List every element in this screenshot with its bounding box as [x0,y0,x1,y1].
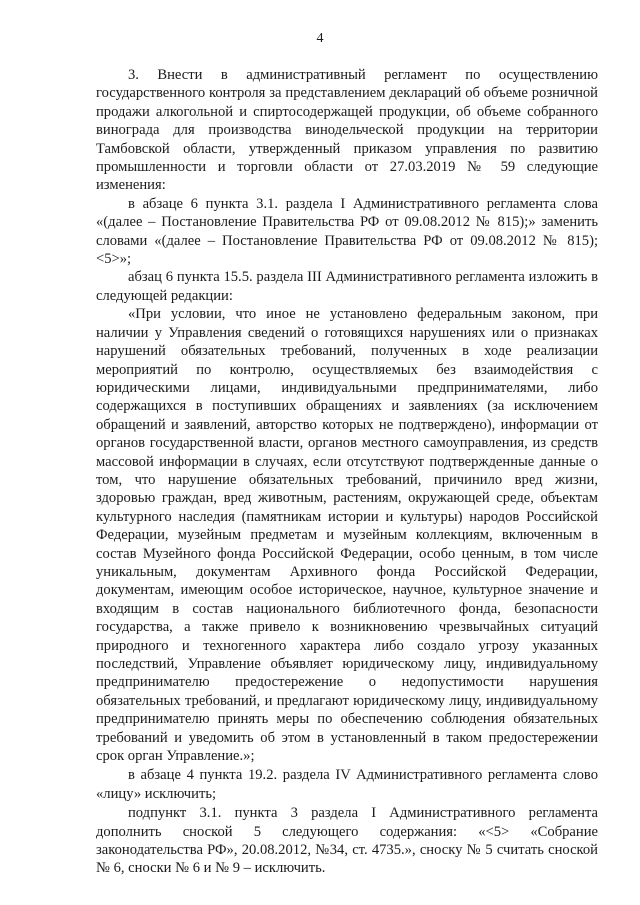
paragraph-new-wording: «При условии, что иное не установлено федеральным законом, при наличии у Управления сведений о готовящихся нарушениях или о признаках нарушений обязательных требований, полученных в ходе реализации мероприятий по контролю, осуществляемых без взаимодействия с юридическими лицами, индивидуальными предпринимателями, либо содержащихся в поступивших обращениях и заявлениях (за исключением обращений и заявлений, авторство которых не подтверждено), информации от органов государственной власти, органов местного самоуправления, из средств массовой информации в случаях, если отсутствуют подтвержденные данные о том, что нарушение обязательных требований, причинило вред жизни, здоровью граждан, вред животным, растениям, окружающей среде, объектам культурного наследия (памятникам истории и культуры) народов Российской Федерации, музейным предметам и музейным коллекциям, включенным в состав Музейного фонда Российской Федерации, особо ценным, в том числе уникальным, документам Архивного фонда Российской Федерации, документам, имеющим особое историческое, научное, культурное значение и входящим в состав национального библиотечного фонда, безопасности государства, а также привело к возникновению чрезвычайных ситуаций природного и техногенного характера либо создало угрозу указанных последствий, Управление объявляет юридическому лицу, индивидуальному предпринимателю предостережение о недопустимости нарушения обязательных требований, и предлагают юридическому лицу, индивидуальному предпринимателю принять меры по обеспечению соблюдения обязательных требований и уведомить об этом в установленный в таком предостережении срок орган Управление.»; [96,306,598,765]
paragraph-footnote-change: подпункт 3.1. пункта 3 раздела I Административного регламента дополнить сноской 5 следующего содержания: «<5> «Собрание законодательства РФ», 20.08.2012, №34, ст. 4735.», сноску № 5 считать сноской № 6, сноски № 6 и № 9 – исключить. [96,805,598,877]
page-number: 4 [316,31,324,46]
paragraph-amendment-intro: 3. Внести в административный регламент по осуществлению государственного контроля за представлением деклараций об объеме розничной продажи алкогольной и спиртосодержащей продукции, об объеме собранного винограда для производства винодельческой продукции на территории Тамбовской области, утвержденный приказом управления по развитию промышленности и торговли области от 27.03.2019 № 59 следующие изменения: [96,67,598,194]
paragraph-section-1-change: в абзаце 6 пункта 3.1. раздела I Административного регламента слова «(далее – Постановление Правительства РФ от 09.08.2012 № 815);» заменить словами «(далее – Постановление Правительства РФ от 09.08.2012 № 815); <5>»; [96,195,598,268]
document-body [96,66,598,878]
paragraph-section-3-change: абзац 6 пункта 15.5. раздела III Административного регламента изложить в следующей редакции: [96,269,598,304]
paragraph-section-4-change: в абзаце 4 пункта 19.2. раздела IV Административного регламента слово «лицу» исключить; [96,767,598,802]
